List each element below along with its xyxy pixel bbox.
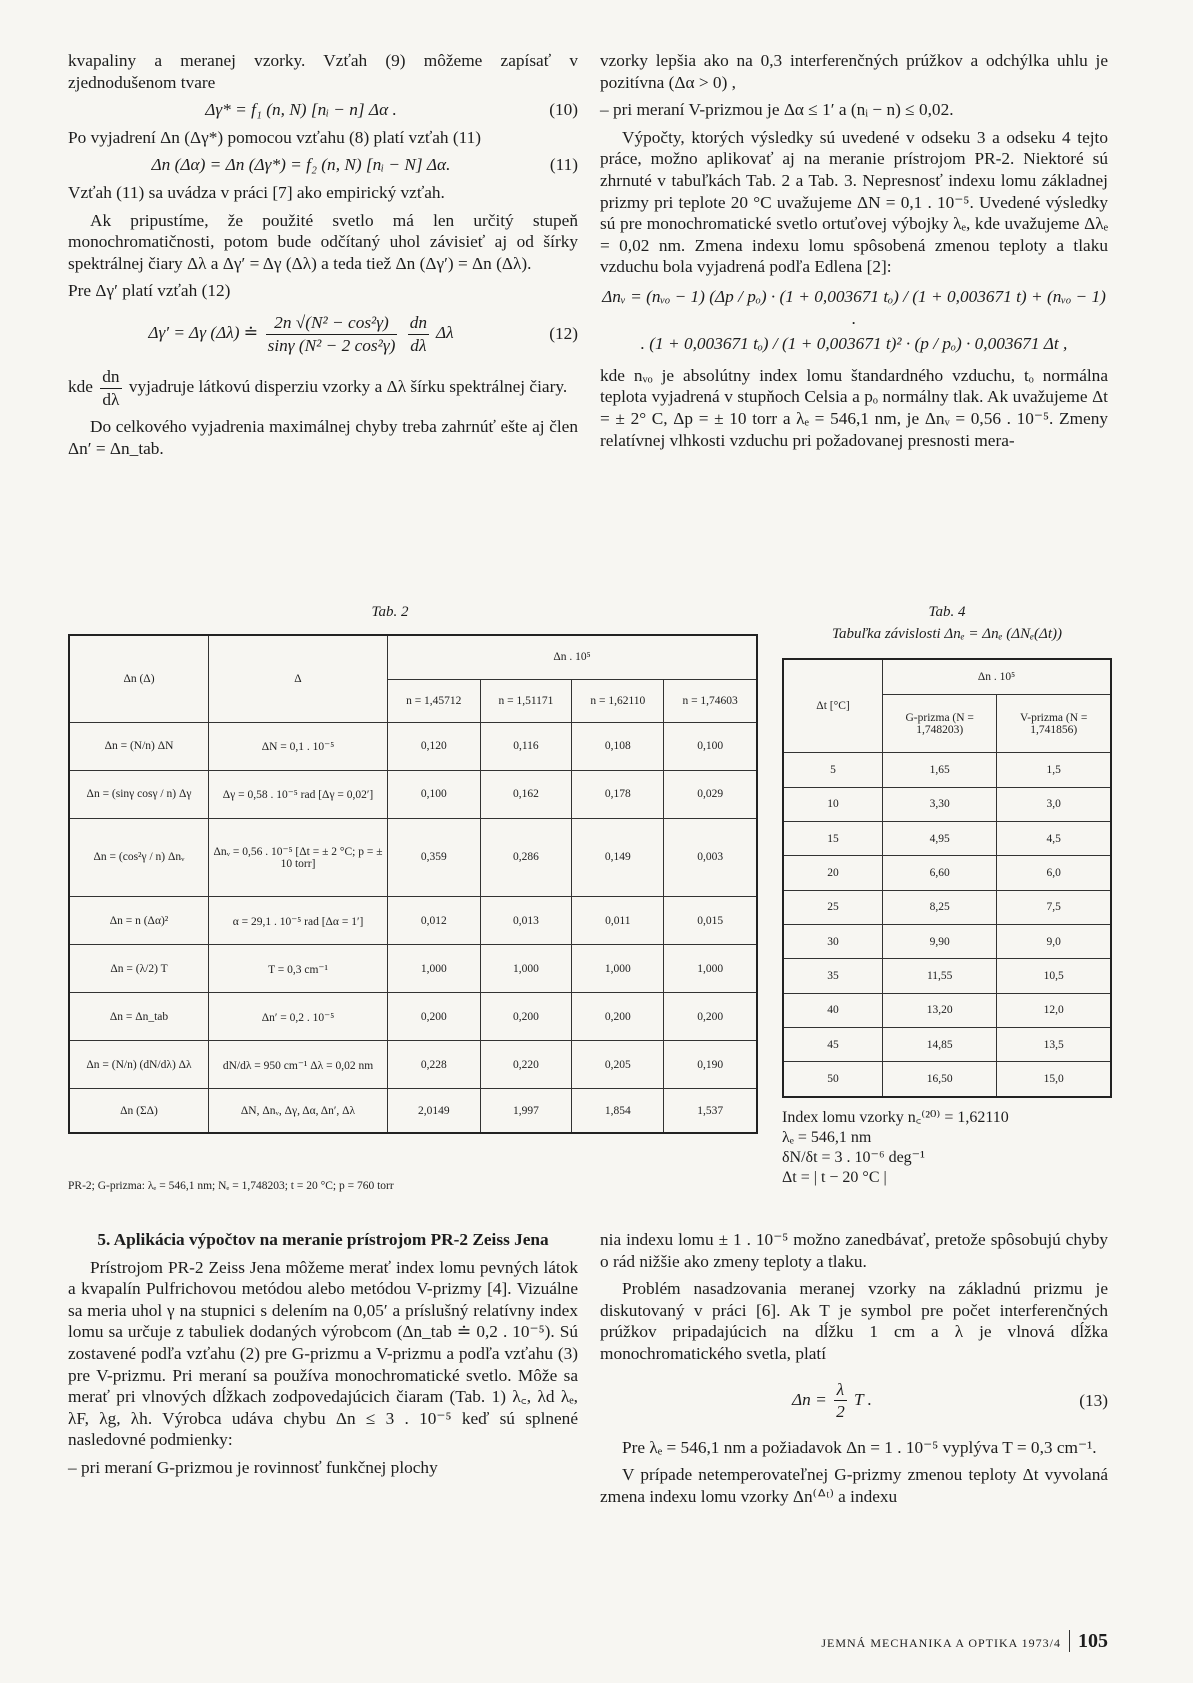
table-row <box>69 945 757 993</box>
table-row <box>783 787 1111 821</box>
equation-edlen-2: . (1 + 0,003671 tₒ) / (1 + 0,003671 t)² · (p / pₒ) · 0,003671 Δt , <box>640 334 1068 354</box>
eq12-tail: Δλ <box>436 323 454 342</box>
equation-number: (10) <box>549 100 578 120</box>
param-cell: Δnᵥ = 0,56 . 10⁻⁵ [Δt = ± 2 °C; p = ± 10 torr] <box>209 818 388 896</box>
value-cell: 0,228 <box>388 1041 481 1089</box>
table-row <box>783 1062 1111 1097</box>
eq13-lhs: Δn = <box>791 1389 827 1409</box>
value-cell: 0,359 <box>388 818 481 896</box>
index-info <box>782 1108 1112 1188</box>
table-row <box>69 770 757 818</box>
index-line: Δt = | t − 20 °C | <box>782 1169 887 1186</box>
table-4-caption: Tab. 4 <box>928 604 966 620</box>
equation-body: Δγ* = f₁ (n, N) [nᵢ − n] Δα . <box>205 100 397 120</box>
cell: 35 <box>783 959 883 993</box>
equation-number: (12) <box>549 324 578 344</box>
eq12-lhs: Δγ′ = Δγ (Δλ) ≐ <box>148 323 259 342</box>
header-cell: Δ <box>209 635 388 722</box>
table-row <box>69 993 757 1041</box>
paragraph: – pri meraní G-prizmou je rovinnosť funkčnej plochy <box>68 1457 438 1477</box>
table-row <box>69 1089 757 1133</box>
right-column-top <box>600 50 1108 457</box>
param-cell: ΔN, Δnᵥ, Δγ, Δα, Δn′, Δλ <box>209 1089 388 1133</box>
equation-number: (13) <box>1079 1390 1108 1410</box>
equation-10 <box>68 99 578 121</box>
value-cell: 1,000 <box>664 945 757 993</box>
cell: 6,60 <box>883 856 997 890</box>
value-cell: 0,149 <box>572 818 664 896</box>
value-cell: 0,200 <box>480 993 572 1041</box>
value-cell: 0,190 <box>664 1041 757 1089</box>
value-cell: 1,000 <box>480 945 572 993</box>
cell: 9,0 <box>997 924 1111 958</box>
cell: 12,0 <box>997 993 1111 1027</box>
value-cell: 0,003 <box>664 818 757 896</box>
header-cell: n = 1,62110 <box>572 679 664 722</box>
paragraph: Do celkového vyjadrenia maximálnej chyby treba zahrnúť ešte aj člen Δn′ = Δn_tab. <box>68 417 578 458</box>
param-cell: T = 0,3 cm⁻¹ <box>209 945 388 993</box>
value-cell: 1,000 <box>572 945 664 993</box>
equation-13 <box>600 1379 1108 1423</box>
value-cell: 0,205 <box>572 1041 664 1089</box>
cell: 20 <box>783 856 883 890</box>
table-row <box>69 897 757 945</box>
equation-11 <box>68 154 578 176</box>
value-cell: 0,200 <box>572 993 664 1041</box>
paragraph: V prípade netemperovateľnej G-prizmy zmenou teploty Δt vyvolaná zmena indexu lomu vzorky Δn⁽ᐞᵗ⁾ a indexu <box>600 1465 1108 1506</box>
page-number: 105 <box>1069 1630 1108 1652</box>
denominator: sinγ (N² − 2 cos²γ) <box>267 335 396 355</box>
cell: 5 <box>783 753 883 787</box>
paragraph: vzorky lepšia ako na 0,3 interferenčných prúžkov a odchýlka uhlu je pozitívna (Δα > 0) , <box>600 51 1108 92</box>
kde-label: kde <box>68 377 93 397</box>
cell: 1,65 <box>883 753 997 787</box>
paragraph-text: vyjadruje látkovú disperziu vzorky a Δλ šírku spektrálnej čiary. <box>128 377 568 397</box>
value-cell: 0,200 <box>664 993 757 1041</box>
value-cell: 0,178 <box>572 770 664 818</box>
value-cell: 2,0149 <box>388 1089 481 1133</box>
equation-body: Δn (Δα) = Δn (Δγ*) = f₂ (n, N) [nᵢ − N] Δα. <box>151 155 451 175</box>
table-row <box>783 753 1111 787</box>
cell: 50 <box>783 1062 883 1097</box>
table-row <box>783 890 1111 924</box>
cell: 10 <box>783 787 883 821</box>
paragraph: Ak pripustíme, že použité svetlo má len určitý stupeň monochromatičnosti, potom bude odčítaný uhol závisieť aj od šírky spektrálnej čiary Δλ a Δγ′ = Δγ (Δλ) a teda tiež Δn (Δγ′) = Δn (Δλ). <box>68 210 578 273</box>
cell: 4,95 <box>883 821 997 855</box>
cell: 10,5 <box>997 959 1111 993</box>
header-cell: n = 1,51171 <box>480 679 572 722</box>
paragraph: kde nᵥₒ je absolútny index lomu štandardného vzduchu, tₒ normálna teplota vyjadrená v stupňoch Celsia a pₒ normálny tlak. Ak uvažujeme Δt = ± 2° C, Δp = ± 10 torr a λₑ = 546,1 nm, je Δnᵥ = 0,56 . 10⁻⁵. Zmeny relatívnej vlhkosti vzduchu pri požadovanej presnosti mera- <box>600 365 1108 450</box>
value-cell: 0,286 <box>480 818 572 896</box>
header-cell: n = 1,45712 <box>388 679 481 722</box>
cell: 15 <box>783 821 883 855</box>
value-cell: 0,220 <box>480 1041 572 1089</box>
denominator: dλ <box>410 335 427 355</box>
paragraph: Pre Δγ′ platí vzťah (12) <box>68 281 231 301</box>
cell: 15,0 <box>997 1062 1111 1097</box>
value-cell: 1,997 <box>480 1089 572 1133</box>
table-4 <box>782 658 1112 1098</box>
denominator: 2 <box>836 1402 845 1422</box>
value-cell: 0,120 <box>388 722 481 770</box>
value-cell: 1,000 <box>388 945 481 993</box>
index-line: Index lomu vzorky n꜀⁽²⁰⁾ = 1,62110 <box>782 1109 1009 1126</box>
cell: 40 <box>783 993 883 1027</box>
cell: 45 <box>783 1027 883 1061</box>
left-column-bottom <box>68 1229 578 1485</box>
value-cell: 0,029 <box>664 770 757 818</box>
section-heading: 5. Aplikácia výpočtov na meranie prístrojom PR-2 Zeiss Jena <box>97 1230 549 1249</box>
table-row <box>783 856 1111 890</box>
cell: 7,5 <box>997 890 1111 924</box>
numerator: λ <box>834 1379 847 1402</box>
param-cell: dN/dλ = 950 cm⁻¹ Δλ = 0,02 nm <box>209 1041 388 1089</box>
index-line: λₑ = 546,1 nm <box>782 1129 872 1146</box>
table-2 <box>68 634 758 1134</box>
paragraph: nia indexu lomu ± 1 . 10⁻⁵ možno zanedbávať, pretože spôsobujú chyby o rád nižšie ako zmeny teploty a tlaku. <box>600 1230 1108 1271</box>
header-cell: Δt [°C] <box>783 659 883 753</box>
fraction <box>266 312 398 356</box>
paragraph: – pri meraní V-prizmou je Δα ≤ 1′ a (nᵢ − n) ≤ 0,02. <box>600 100 954 120</box>
fraction <box>100 366 121 410</box>
header-cell: Δn (Δ) <box>69 635 209 722</box>
value-cell: 0,162 <box>480 770 572 818</box>
paragraph: Prístrojom PR-2 Zeiss Jena môžeme merať index lomu pevných látok a kvapalín Pulfrichovou metódou alebo metódou V-prizmy [4]. Vizuálne sa meria uhol γ na stupnici s delením na 0,05′ a príslušný relatívny index lomu sa určuje z tabuliek dodaných výrobcom (Δn_tab ≐ 0,2 . 10⁻⁵). Sú zostavené podľa vzťahu (2) pre G-prizmu a V-prizmu a podľa vzťahu (3) pre V-prizmu. Pri meraní sa používa monochromatické svetlo. Môže sa merať pri vlnových dĺžkach zodpovedajúcich čiaram (Tab. 1) λ꜀, λd λₑ, λF, λg, λh. Výrobca udáva chybu Δn ≤ 3 . 10⁻⁵ keď sú splnené nasledovné podmienky: <box>68 1257 578 1450</box>
header-cell: V-prizma (N = 1,741856) <box>997 694 1111 753</box>
value-cell: 0,012 <box>388 897 481 945</box>
paragraph: Vzťah (11) sa uvádza v práci [7] ako empirický vzťah. <box>68 182 445 202</box>
paragraph <box>68 366 578 410</box>
paragraph: kvapaliny a meranej vzorky. Vzťah (9) môžeme zapísať v zjednodušenom tvare <box>68 51 578 92</box>
numerator: dn <box>100 366 121 389</box>
table-row <box>783 1027 1111 1061</box>
equation-edlen-1: Δnᵥ = (nᵥₒ − 1) (Δp / pₒ) · (1 + 0,003671 tₒ) / (1 + 0,003671 t) + (nᵥₒ − 1) . <box>602 286 1106 328</box>
formula-cell: Δn = n (Δα)² <box>69 897 209 945</box>
cell: 30 <box>783 924 883 958</box>
table-row <box>69 722 757 770</box>
paragraph: Výpočty, ktorých výsledky sú uvedené v odseku 3 a odseku 4 tejto práce, možno aplikovať aj na meranie prístrojom PR-2. Niektoré sú zhrnuté v tabuľkách Tab. 2 a Tab. 3. Nepresnosť indexu lomu základnej prizmy pri teplote 20 °C uvažujeme ΔN = 0,1 . 10⁻⁵. Uvedené výsledky sú pre monochromatické svetlo ortuťovej výbojky λₑ, kde uvažujeme Δλₑ = 0,02 nm. Zmena indexu lomu spôsobená zmenou teploty a tlaku vzduchu bola vyjadrená podľa Edlena [2]: <box>600 127 1108 277</box>
param-cell: Δγ = 0,58 . 10⁻⁵ rad [Δγ = 0,02′] <box>209 770 388 818</box>
cell: 1,5 <box>997 753 1111 787</box>
table-4-title: Tabuľka závislosti Δnₑ = Δnₑ (ΔNₑ(Δt)) <box>832 626 1062 642</box>
header-group: Δn . 10⁵ <box>388 635 758 679</box>
cell: 13,20 <box>883 993 997 1027</box>
fraction <box>834 1379 847 1423</box>
right-column-bottom <box>600 1229 1108 1514</box>
value-cell: 0,011 <box>572 897 664 945</box>
header-cell: G-prizma (N = 1,748203) <box>883 694 997 753</box>
value-cell: 1,854 <box>572 1089 664 1133</box>
index-line: δN/δt = 3 . 10⁻⁶ deg⁻¹ <box>782 1149 925 1166</box>
formula-cell: Δn = (N/n) ΔN <box>69 722 209 770</box>
value-cell: 1,537 <box>664 1089 757 1133</box>
denominator: dλ <box>102 389 120 409</box>
cell: 3,0 <box>997 787 1111 821</box>
cell: 11,55 <box>883 959 997 993</box>
equation-12 <box>68 312 578 356</box>
cell: 4,5 <box>997 821 1111 855</box>
value-cell: 0,013 <box>480 897 572 945</box>
value-cell: 0,100 <box>388 770 481 818</box>
value-cell: 0,108 <box>572 722 664 770</box>
value-cell: 0,015 <box>664 897 757 945</box>
formula-cell: Δn = (λ/2) T <box>69 945 209 993</box>
paragraph: Problém nasadzovania meranej vzorky na základnú prizmu je diskutovaný v práci [6]. Ak T je symbol pre počet interferenčných prúžkov pripadajúcich na dĺžku 1 cm a λ je vlnová dĺžka monochromatického svetla, platí <box>600 1279 1108 1363</box>
table-row <box>783 821 1111 855</box>
value-cell: 0,200 <box>388 993 481 1041</box>
table-2-caption: Tab. 2 <box>371 604 409 620</box>
numerator: 2n √(N² − cos²γ) <box>266 312 398 335</box>
table-row <box>783 959 1111 993</box>
cell: 9,90 <box>883 924 997 958</box>
cell: 14,85 <box>883 1027 997 1061</box>
equation-body <box>68 312 534 356</box>
table-row <box>783 924 1111 958</box>
header-group: Δn . 10⁵ <box>883 659 1112 694</box>
value-cell: 0,116 <box>480 722 572 770</box>
left-column-top <box>68 50 578 466</box>
table-row <box>69 1041 757 1089</box>
cell: 16,50 <box>883 1062 997 1097</box>
table-row <box>783 993 1111 1027</box>
cell: 6,0 <box>997 856 1111 890</box>
formula-cell: Δn (ΣΔ) <box>69 1089 209 1133</box>
formula-cell: Δn = (N/n) (dN/dλ) Δλ <box>69 1041 209 1089</box>
table-2-note: PR-2; G-prizma: λₑ = 546,1 nm; Nₑ = 1,748203; t = 20 °C; p = 760 torr <box>68 1180 394 1192</box>
cell: 3,30 <box>883 787 997 821</box>
cell: 25 <box>783 890 883 924</box>
param-cell: α = 29,1 . 10⁻⁵ rad [Δα = 1′] <box>209 897 388 945</box>
equation-number: (11) <box>549 155 578 175</box>
table-row <box>69 818 757 896</box>
formula-cell: Δn = Δn_tab <box>69 993 209 1041</box>
equation-body <box>600 1379 1064 1423</box>
formula-cell: Δn = (sinγ cosγ / n) Δγ <box>69 770 209 818</box>
numerator: dn <box>408 312 429 335</box>
cell: 13,5 <box>997 1027 1111 1061</box>
value-cell: 0,100 <box>664 722 757 770</box>
formula-cell: Δn = (cos²γ / n) Δnᵥ <box>69 818 209 896</box>
paragraph: Pre λₑ = 546,1 nm a požiadavok Δn = 1 . 10⁻⁵ vyplýva T = 0,3 cm⁻¹. <box>622 1437 1097 1457</box>
paragraph: Po vyjadrení Δn (Δγ*) pomocou vzťahu (8) platí vzťah (11) <box>68 127 482 147</box>
journal-name: JEMNÁ MECHANIKA A OPTIKA 1973/4 <box>821 1636 1061 1650</box>
cell: 8,25 <box>883 890 997 924</box>
fraction <box>408 312 429 356</box>
header-cell: n = 1,74603 <box>664 679 757 722</box>
eq13-tail: T . <box>854 1389 872 1409</box>
param-cell: Δn′ = 0,2 . 10⁻⁵ <box>209 993 388 1041</box>
page-footer <box>740 1630 1108 1653</box>
param-cell: ΔN = 0,1 . 10⁻⁵ <box>209 722 388 770</box>
